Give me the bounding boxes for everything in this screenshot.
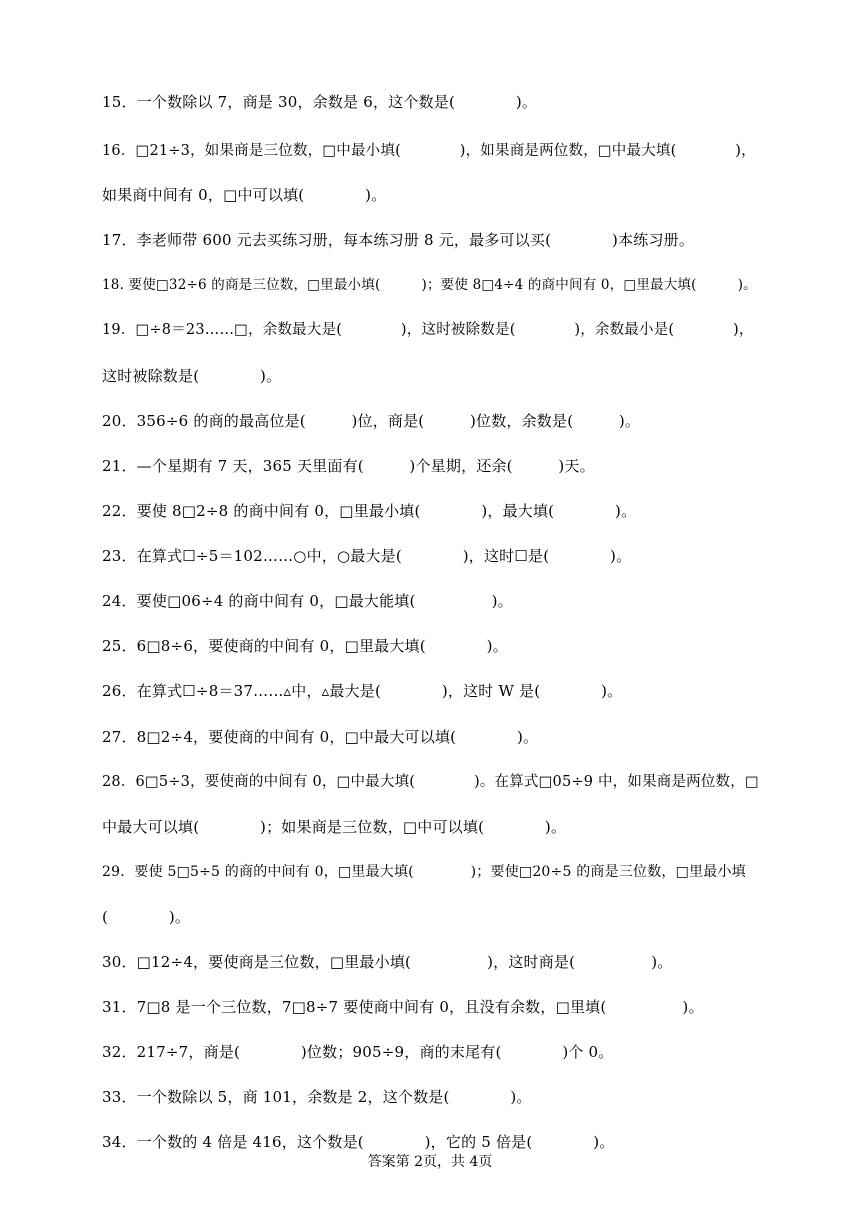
question-17: 17．李老师带 600 元去买练习册，每本练习册 8 元，最多可以买( )本练习册。 (102, 231, 695, 249)
question-15: 15．一个数除以 7，商是 30，余数是 6，这个数是( )。 (102, 93, 538, 111)
question-20: 20．356÷6 的商的最高位是( )位，商是( )位数，余数是( )。 (102, 412, 641, 430)
question-24: 24．要使□06÷4 的商中间有 0，□最大能填( )。 (102, 592, 513, 610)
question-27: 27．8□2÷4，要使商的中间有 0，□中最大可以填( )。 (102, 728, 539, 746)
question-30: 30．□12÷4，要使商是三位数，□里最小填( )，这时商是( )。 (102, 953, 673, 971)
question-22: 22．要使 8□2÷8 的商中间有 0，□里最小填( )，最大填( )。 (102, 502, 637, 520)
question-21: 21．—个星期有 7 天，365 天里面有( )个星期，还余( )天。 (102, 457, 595, 475)
question-28-line-2: 中最大可以填( )；如果商是三位数，□中可以填( )。 (102, 818, 567, 836)
question-32: 32．217÷7，商是( )位数；905÷9，商的末尾有( )个 0。 (102, 1043, 614, 1061)
question-19-line-1: 19．□÷8＝23……□，余数最大是( )，这时被除数是( )，余数最小是( )， (102, 322, 754, 338)
page-footer: 答案第 2页，共 4页 (367, 1154, 493, 1170)
question-29-line-1: 29．要使 5□5÷5 的商的中间有 0，□里最大填( )；要使□20÷5 的商是三位数，□里最小填 (102, 864, 746, 880)
question-25: 25．6□8÷6，要使商的中间有 0，□里最大填( )。 (102, 637, 508, 655)
question-34: 34．一个数的 4 倍是 416，这个数是( )，它的 5 倍是( )。 (102, 1133, 615, 1151)
question-23: 23．在算式☐÷5＝102……○中，○最大是( )，这时☐是( )。 (102, 547, 632, 565)
question-18: 18. 要使□32÷6 的商是三位数，□里最小填( )；要使 8□4÷4 的商中间有 0，□里最大填( )。 (102, 277, 757, 293)
question-28-line-1: 28．6□5÷3，要使商的中间有 0，□中最大填( )。在算式□05÷9 中，如果商是两位数，□ (102, 774, 759, 790)
question-33: 33．一个数除以 5，商 101，余数是 2，这个数是( )。 (102, 1088, 532, 1106)
question-31: 31．7□8 是一个三位数，7□8÷7 要使商中间有 0，且没有余数，□里填( )。 (102, 998, 704, 1016)
question-19-line-2: 这时被除数是( )。 (102, 367, 282, 385)
question-16-line-1: 16．□21÷3，如果商是三位数，□中最小填( )，如果商是两位数，□中最大填( )， (102, 143, 756, 159)
question-29-line-2: ( )。 (102, 908, 191, 926)
question-26: 26．在算式☐÷8＝37……▵中，▵最大是( )，这时 W 是( )。 (102, 682, 623, 700)
question-16-line-2: 如果商中间有 0，□中可以填( )。 (102, 186, 387, 204)
